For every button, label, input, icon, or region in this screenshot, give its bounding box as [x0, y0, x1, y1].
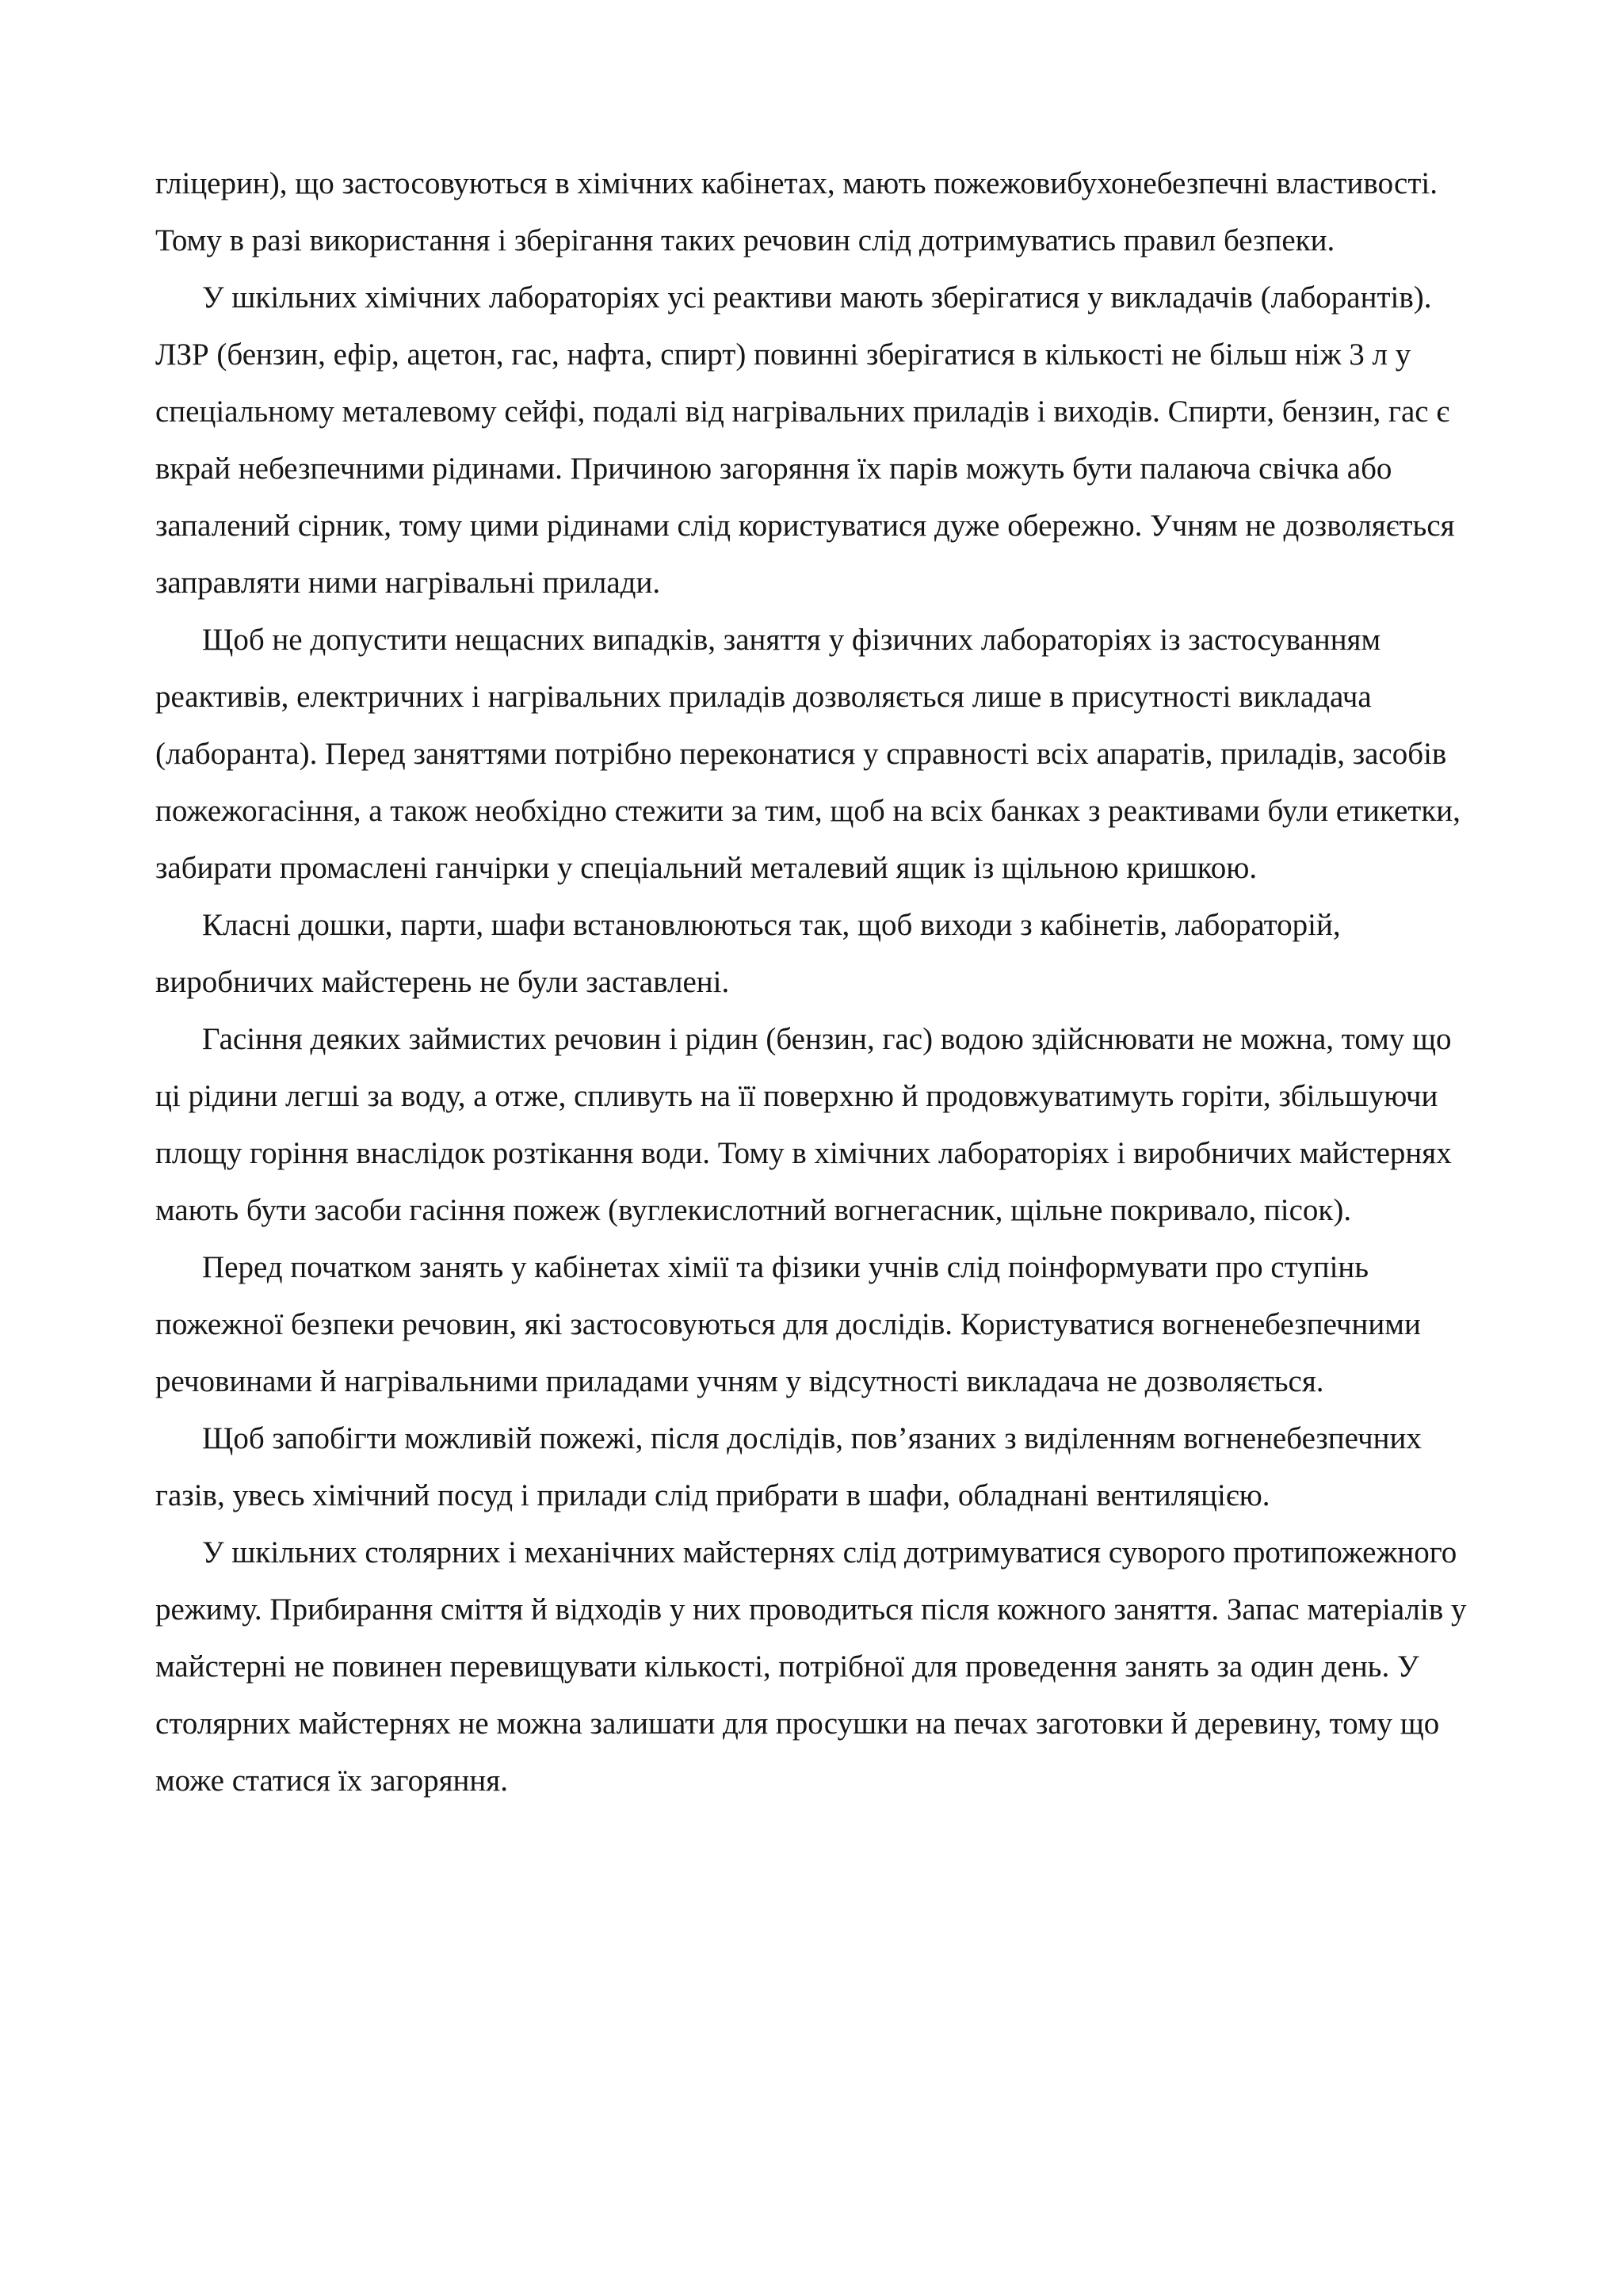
paragraph-extinguishing-liquids: Гасіння деяких займистих речовин і рідин (бензин, гас) водою здійснювати не можна, тому що ці рідини легші за воду, а отже, спливуть на її поверхню й продовжуватимуть горіти, збільшуючи площу горіння внаслідок розтікання води. Тому в хімічних лабораторіях і виробничих майстернях мають бути засоби гасіння пожеж (вуглекислотний вогнегасник, щільне покривало, пісок).	[155, 1022, 1452, 1227]
paragraph-ventilated-cabinets: Щоб запобігти можливій пожежі, після дослідів, пов’язаних з виділенням вогненебезпечних газів, увесь хімічний посуд і прилади слід прибрати в шафи, обладнані вентиляцією.	[155, 1421, 1422, 1512]
paragraph-physics-lab-safety: Щоб не допустити нещасних випадків, заняття у фізичних лабораторіях із застосуванням реактивів, електричних і нагрівальних приладів дозволяється лише в присутності викладача (лаборанта). Перед заняттями потрібно переконатися у справності всіх апаратів, приладів, засобів пожежогасіння, а також необхідно стежити за тим, щоб на всіх банках з реактивами були етикетки, забирати промаслені ганчірки у спеціальний металевий ящик із щільною кришкою.	[155, 623, 1461, 885]
paragraph-student-briefing: Перед початком занять у кабінетах хімії та фізики учнів слід поінформувати про ступінь пожежної безпеки речовин, які застосовуються для дослідів. Користуватися вогненебезпечними речовинами й нагрівальними приладами учням у відсутності викладача не дозволяється.	[155, 1250, 1421, 1398]
paragraph-continuation: гліцерин), що застосовуються в хімічних кабінетах, мають пожежовибухонебезпечні властивості. Тому в разі використання і зберігання таких речовин слід дотримуватись правил безпеки.	[155, 166, 1438, 257]
paragraph-furniture-placement: Класні дошки, парти, шафи встановлюються так, щоб виходи з кабінетів, лабораторій, виробничих майстерень не були заставлені.	[155, 908, 1341, 999]
paragraph-chemical-reagents-storage: У шкільних хімічних лабораторіях усі реактиви мають зберігатися у викладачів (лаборантів). ЛЗР (бензин, ефір, ацетон, гас, нафта, спирт) повинні зберігатися в кількості не більш ніж 3 л у спеціальному металевому сейфі, подалі від нагрівальних приладів і виходів. Спирти, бензин, гас є вкрай небезпечними рідинами. Причиною загоряння їх парів можуть бути палаюча свічка або запалений сірник, тому цими рідинами слід користуватися дуже обережно. Учням не дозволяється заправляти ними нагрівальні прилади.	[155, 280, 1455, 600]
paragraph-workshop-regime: У шкільних столярних і механічних майстернях слід дотримуватися суворого протипожежного режиму. Прибирання сміття й відходів у них проводиться після кожного заняття. Запас матеріалів у майстерні не повинен перевищувати кількості, потрібної для проведення занять за один день. У столярних майстернях не можна залишати для просушки на печах заготовки й деревину, тому що може статися їх загоряння.	[155, 1535, 1467, 1798]
body-text	[155, 155, 1471, 1810]
